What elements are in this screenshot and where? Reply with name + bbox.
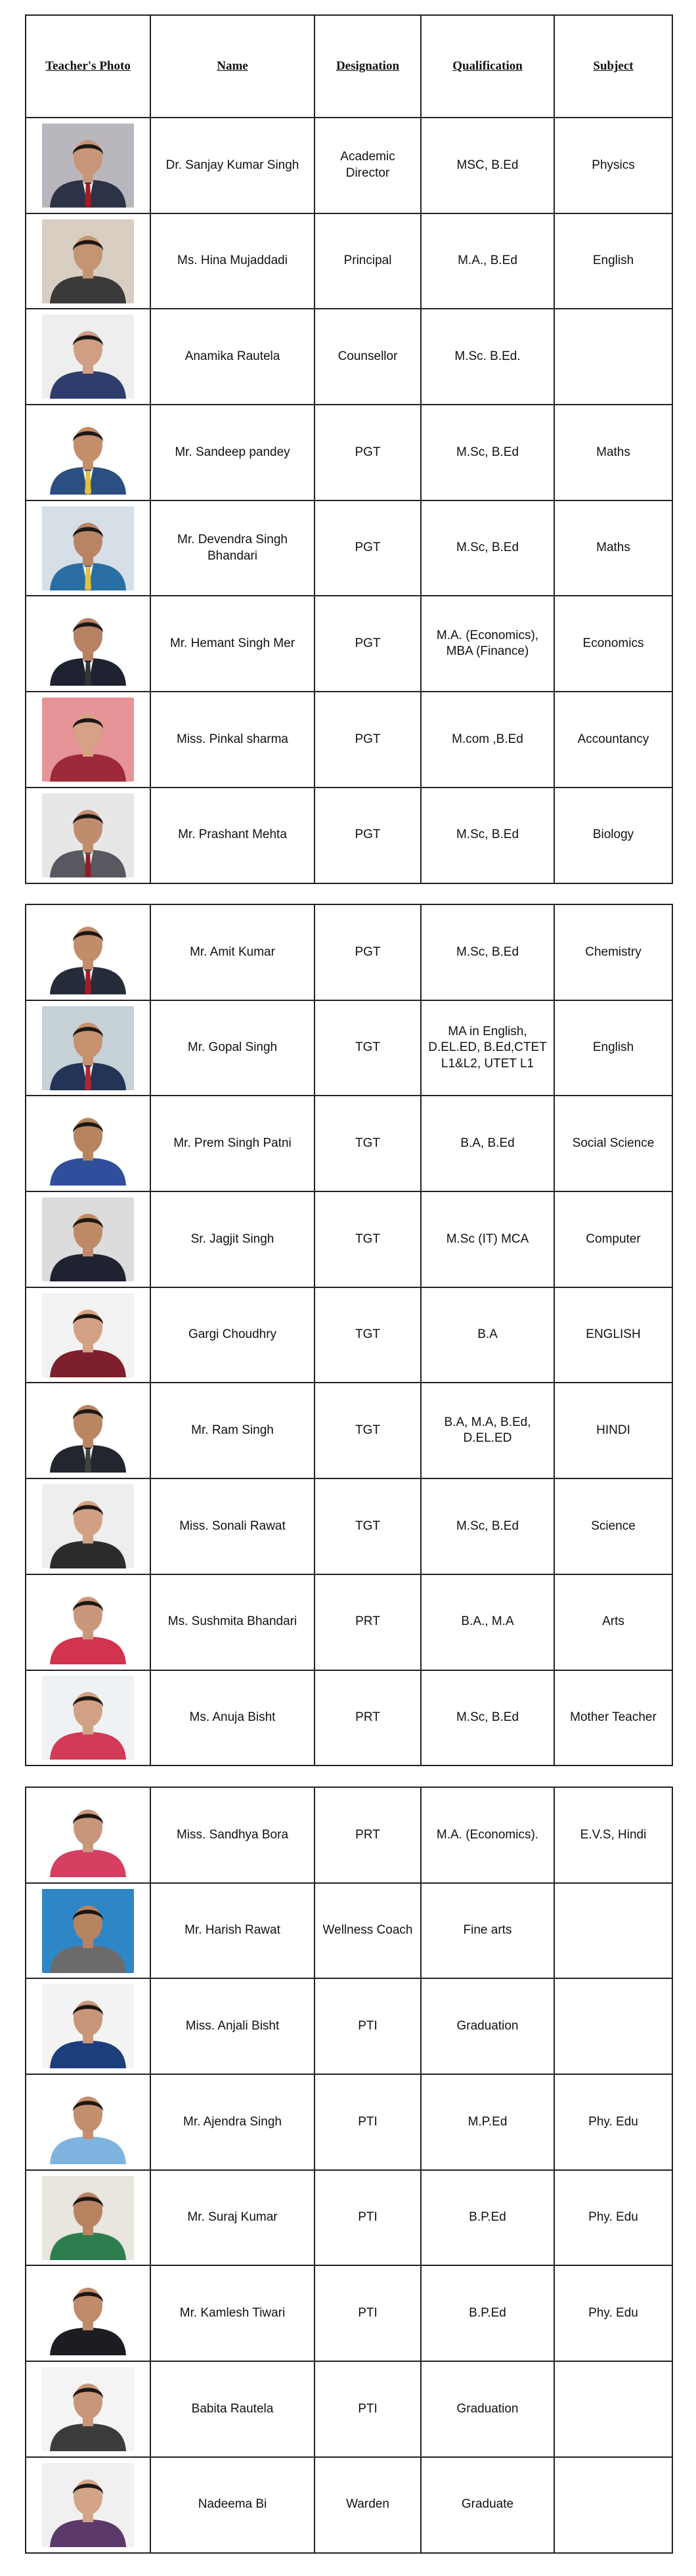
portrait-graphic xyxy=(42,1388,134,1473)
teacher-photo xyxy=(42,1006,134,1090)
teacher-designation: Wellness Coach xyxy=(315,1883,421,1979)
table-row xyxy=(26,1096,672,1191)
teacher-subject: Computer xyxy=(554,1191,672,1287)
teacher-designation: Warden xyxy=(315,2457,421,2553)
teacher-designation: PTI xyxy=(315,2361,421,2457)
teacher-qualification: M.Sc, B.Ed xyxy=(421,1670,554,1766)
teacher-qualification: M.A. (Economics). xyxy=(421,1787,554,1883)
teacher-qualification: MA in English, D.EL.ED, B.Ed,CTET L1&L2, UTET L1 xyxy=(421,1000,554,1096)
portrait-graphic xyxy=(42,506,134,590)
teacher-name: Dr. Sanjay Kumar Singh xyxy=(150,118,315,213)
teacher-qualification: B.P.Ed xyxy=(421,2265,554,2361)
photo-cell xyxy=(26,1000,150,1096)
portrait-graphic xyxy=(42,2080,134,2164)
teacher-photo xyxy=(42,123,134,208)
teacher-photo xyxy=(42,2271,134,2355)
teacher-qualification: M.P.Ed xyxy=(421,2074,554,2170)
portrait-graphic xyxy=(42,1484,134,1568)
teacher-designation: PTI xyxy=(315,1978,421,2074)
photo-cell xyxy=(26,1191,150,1287)
photo-cell xyxy=(26,2170,150,2266)
table-row xyxy=(26,213,672,309)
teacher-name: Mr. Prem Singh Patni xyxy=(150,1096,315,1191)
table-row xyxy=(26,692,672,788)
photo-cell xyxy=(26,2074,150,2170)
photo-cell xyxy=(26,788,150,883)
photo-cell xyxy=(26,213,150,309)
teacher-name: Ms. Sushmita Bhandari xyxy=(150,1574,315,1670)
teacher-subject: Physics xyxy=(554,118,672,213)
teacher-designation: PTI xyxy=(315,2074,421,2170)
teacher-subject: English xyxy=(554,1000,672,1096)
teacher-subject xyxy=(554,1883,672,1979)
teacher-subject: English xyxy=(554,213,672,309)
photo-cell xyxy=(26,2361,150,2457)
table-row xyxy=(26,309,672,405)
teacher-subject xyxy=(554,309,672,405)
portrait-graphic xyxy=(42,1676,134,1760)
portrait-graphic xyxy=(42,1197,134,1281)
table-row xyxy=(26,1191,672,1287)
portrait-graphic xyxy=(42,1889,134,1973)
photo-cell xyxy=(26,2265,150,2361)
teacher-photo xyxy=(42,315,134,399)
table-row xyxy=(26,1978,672,2074)
table-row xyxy=(26,1383,672,1478)
teacher-designation: PRT xyxy=(315,1574,421,1670)
teacher-qualification: Fine arts xyxy=(421,1883,554,1979)
teacher-designation: TGT xyxy=(315,1096,421,1191)
teacher-designation: PTI xyxy=(315,2170,421,2266)
table-row xyxy=(26,1883,672,1979)
teacher-qualification: M.Sc, B.Ed xyxy=(421,1478,554,1574)
teacher-photo xyxy=(42,1580,134,1664)
staff-table-1 xyxy=(25,14,673,884)
table-row xyxy=(26,1574,672,1670)
teacher-name: Gargi Choudhry xyxy=(150,1287,315,1383)
teacher-name: Miss. Sandhya Bora xyxy=(150,1787,315,1883)
portrait-graphic xyxy=(42,1984,134,2068)
table-row xyxy=(26,1000,672,1096)
teacher-photo xyxy=(42,1889,134,1973)
header-photo: Teacher's Photo xyxy=(26,15,150,118)
table-row xyxy=(26,2170,672,2266)
teacher-subject: Social Science xyxy=(554,1096,672,1191)
photo-cell xyxy=(26,2457,150,2553)
photo-cell xyxy=(26,904,150,1000)
teacher-name: Mr. Ajendra Singh xyxy=(150,2074,315,2170)
teacher-designation: TGT xyxy=(315,1191,421,1287)
teacher-photo xyxy=(42,1793,134,1877)
teacher-designation: Academic Director xyxy=(315,118,421,213)
teacher-subject: ENGLISH xyxy=(554,1287,672,1383)
teacher-designation: PTI xyxy=(315,2265,421,2361)
teacher-subject: Maths xyxy=(554,405,672,500)
teacher-photo xyxy=(42,2463,134,2547)
teacher-qualification: M.A., B.Ed xyxy=(421,213,554,309)
teacher-photo xyxy=(42,1676,134,1760)
portrait-graphic xyxy=(42,2176,134,2260)
teacher-designation: PGT xyxy=(315,500,421,596)
header-name: Name xyxy=(150,15,315,118)
portrait-graphic xyxy=(42,2271,134,2355)
table-row xyxy=(26,1287,672,1383)
teacher-subject: Phy. Edu xyxy=(554,2170,672,2266)
table-row xyxy=(26,118,672,213)
teacher-photo xyxy=(42,2176,134,2260)
header-designation: Designation xyxy=(315,15,421,118)
teacher-photo xyxy=(42,1101,134,1186)
teacher-designation: Principal xyxy=(315,213,421,309)
teacher-name: Anamika Rautela xyxy=(150,309,315,405)
teacher-photo xyxy=(42,1197,134,1281)
teacher-name: Mr. Prashant Mehta xyxy=(150,788,315,883)
portrait-graphic xyxy=(42,1101,134,1186)
teacher-photo xyxy=(42,219,134,303)
portrait-graphic xyxy=(42,2367,134,2451)
table-header-row xyxy=(26,15,672,118)
table-row xyxy=(26,2361,672,2457)
teacher-designation: Counsellor xyxy=(315,309,421,405)
staff-table-2 xyxy=(25,904,673,1766)
teacher-designation: PGT xyxy=(315,692,421,788)
teacher-photo xyxy=(42,1388,134,1473)
portrait-graphic xyxy=(42,219,134,303)
portrait-graphic xyxy=(42,698,134,782)
teacher-name: Mr. Amit Kumar xyxy=(150,904,315,1000)
teacher-designation: TGT xyxy=(315,1000,421,1096)
portrait-graphic xyxy=(42,123,134,208)
teacher-subject: Maths xyxy=(554,500,672,596)
table-row xyxy=(26,500,672,596)
teacher-designation: PGT xyxy=(315,904,421,1000)
portrait-graphic xyxy=(42,1580,134,1664)
teacher-qualification: Graduation xyxy=(421,2361,554,2457)
teacher-qualification: M.Sc, B.Ed xyxy=(421,405,554,500)
teacher-designation: PGT xyxy=(315,788,421,883)
teacher-name: Nadeema Bi xyxy=(150,2457,315,2553)
table-row xyxy=(26,1787,672,1883)
teacher-subject: E.V.S, Hindi xyxy=(554,1787,672,1883)
portrait-graphic xyxy=(42,411,134,495)
teacher-qualification: M.Sc, B.Ed xyxy=(421,904,554,1000)
portrait-graphic xyxy=(42,602,134,686)
portrait-graphic xyxy=(42,2463,134,2547)
teacher-designation: PGT xyxy=(315,596,421,692)
teacher-name: Mr. Devendra Singh Bhandari xyxy=(150,500,315,596)
teacher-photo xyxy=(42,506,134,590)
portrait-graphic xyxy=(42,1006,134,1090)
teacher-qualification: B.A, B.Ed xyxy=(421,1096,554,1191)
photo-cell xyxy=(26,1287,150,1383)
photo-cell xyxy=(26,1478,150,1574)
teacher-designation: PRT xyxy=(315,1787,421,1883)
table-row xyxy=(26,1670,672,1766)
teacher-subject: Phy. Edu xyxy=(554,2074,672,2170)
portrait-graphic xyxy=(42,910,134,994)
teacher-designation: TGT xyxy=(315,1383,421,1478)
photo-cell xyxy=(26,1883,150,1979)
table-row xyxy=(26,596,672,692)
teacher-name: Ms. Anuja Bisht xyxy=(150,1670,315,1766)
photo-cell xyxy=(26,692,150,788)
table-row xyxy=(26,788,672,883)
portrait-graphic xyxy=(42,1793,134,1877)
teacher-name: Mr. Ram Singh xyxy=(150,1383,315,1478)
teacher-name: Mr. Suraj Kumar xyxy=(150,2170,315,2266)
teacher-subject: Mother Teacher xyxy=(554,1670,672,1766)
teacher-subject xyxy=(554,2361,672,2457)
teacher-qualification: B.P.Ed xyxy=(421,2170,554,2266)
photo-cell xyxy=(26,596,150,692)
teacher-photo xyxy=(42,793,134,877)
teacher-photo xyxy=(42,698,134,782)
teacher-qualification: Graduate xyxy=(421,2457,554,2553)
teacher-name: Mr. Gopal Singh xyxy=(150,1000,315,1096)
teacher-name: Miss. Pinkal sharma xyxy=(150,692,315,788)
teacher-name: Miss. Anjali Bisht xyxy=(150,1978,315,2074)
header-subject: Subject xyxy=(554,15,672,118)
teacher-qualification: B.A, M.A, B.Ed, D.EL.ED xyxy=(421,1383,554,1478)
teacher-subject: Science xyxy=(554,1478,672,1574)
teacher-subject: Economics xyxy=(554,596,672,692)
portrait-graphic xyxy=(42,793,134,877)
table-row xyxy=(26,904,672,1000)
teacher-subject: Chemistry xyxy=(554,904,672,1000)
table-row xyxy=(26,2074,672,2170)
teacher-photo xyxy=(42,2367,134,2451)
table-row xyxy=(26,2457,672,2553)
header-qualification: Qualification xyxy=(421,15,554,118)
teacher-qualification: M.com ,B.Ed xyxy=(421,692,554,788)
teacher-subject: Accountancy xyxy=(554,692,672,788)
teacher-qualification: M.Sc. B.Ed. xyxy=(421,309,554,405)
teacher-subject xyxy=(554,1978,672,2074)
teacher-photo xyxy=(42,1984,134,2068)
teacher-name: Mr. Harish Rawat xyxy=(150,1883,315,1979)
photo-cell xyxy=(26,1383,150,1478)
teacher-qualification: B.A xyxy=(421,1287,554,1383)
teacher-designation: PGT xyxy=(315,405,421,500)
teacher-qualification: MSC, B.Ed xyxy=(421,118,554,213)
teacher-qualification: M.Sc, B.Ed xyxy=(421,788,554,883)
teacher-subject: Arts xyxy=(554,1574,672,1670)
photo-cell xyxy=(26,405,150,500)
teacher-name: Babita Rautela xyxy=(150,2361,315,2457)
teacher-photo xyxy=(42,602,134,686)
table-row xyxy=(26,405,672,500)
teacher-designation: TGT xyxy=(315,1287,421,1383)
table-row xyxy=(26,1478,672,1574)
teacher-subject: Phy. Edu xyxy=(554,2265,672,2361)
teacher-subject: Biology xyxy=(554,788,672,883)
photo-cell xyxy=(26,1096,150,1191)
photo-cell xyxy=(26,1978,150,2074)
teacher-qualification: Graduation xyxy=(421,1978,554,2074)
teacher-photo xyxy=(42,411,134,495)
teacher-name: Miss. Sonali Rawat xyxy=(150,1478,315,1574)
teacher-photo xyxy=(42,910,134,994)
teacher-designation: TGT xyxy=(315,1478,421,1574)
photo-cell xyxy=(26,309,150,405)
photo-cell xyxy=(26,500,150,596)
staff-table-3 xyxy=(25,1787,673,2554)
photo-cell xyxy=(26,1574,150,1670)
photo-cell xyxy=(26,118,150,213)
teacher-subject: HINDI xyxy=(554,1383,672,1478)
teacher-qualification: B.A., M.A xyxy=(421,1574,554,1670)
teacher-subject xyxy=(554,2457,672,2553)
teacher-name: Sr. Jagjit Singh xyxy=(150,1191,315,1287)
portrait-graphic xyxy=(42,1293,134,1377)
teacher-name: Mr. Sandeep pandey xyxy=(150,405,315,500)
portrait-graphic xyxy=(42,315,134,399)
teacher-name: Ms. Hina Mujaddadi xyxy=(150,213,315,309)
teacher-qualification: M.A. (Economics), MBA (Finance) xyxy=(421,596,554,692)
table-row xyxy=(26,2265,672,2361)
teacher-photo xyxy=(42,2080,134,2164)
teacher-designation: PRT xyxy=(315,1670,421,1766)
teacher-photo xyxy=(42,1484,134,1568)
photo-cell xyxy=(26,1670,150,1766)
teacher-qualification: M.Sc, B.Ed xyxy=(421,500,554,596)
photo-cell xyxy=(26,1787,150,1883)
teacher-name: Mr. Kamlesh Tiwari xyxy=(150,2265,315,2361)
teacher-qualification: M.Sc (IT) MCA xyxy=(421,1191,554,1287)
teacher-photo xyxy=(42,1293,134,1377)
teacher-name: Mr. Hemant Singh Mer xyxy=(150,596,315,692)
